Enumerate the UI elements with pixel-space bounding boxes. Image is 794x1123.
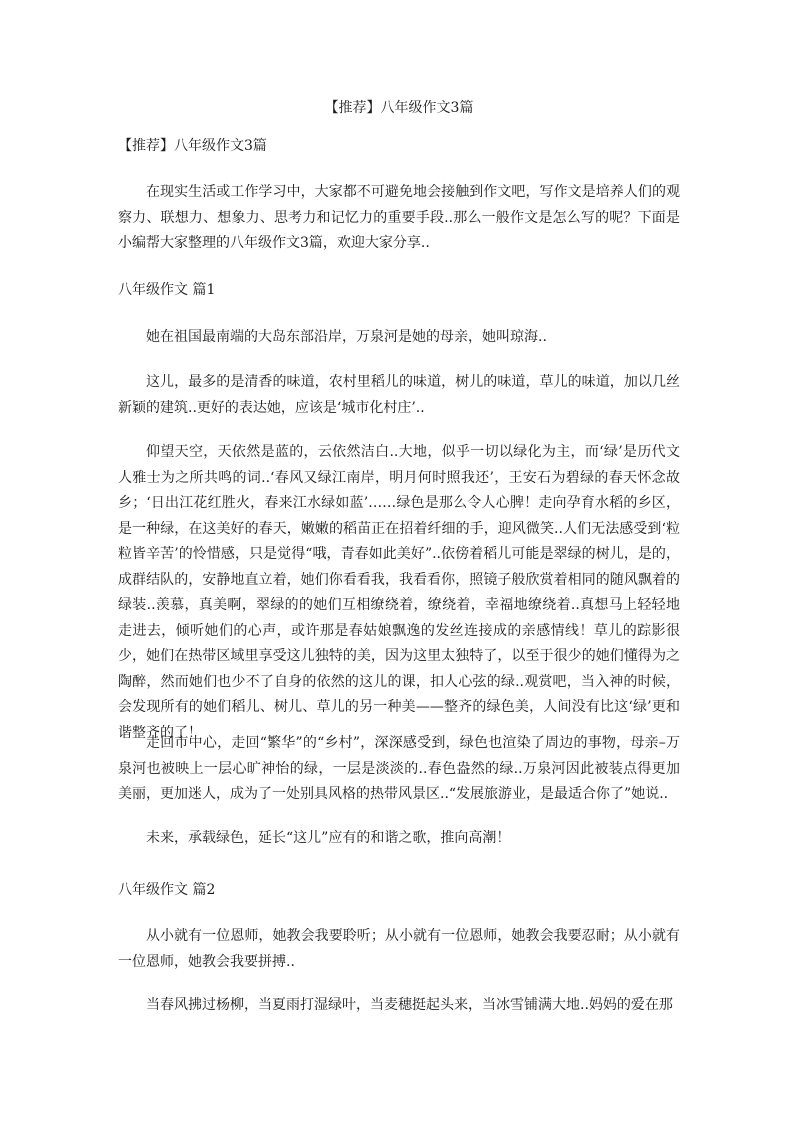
essay1-paragraph-2: 这儿，最多的是清香的味道，农村里稻儿的味道，树儿的味道，草儿的味道，加以几丝新颖的建筑..更好的表达她，应该是‘城市化村庄’.. (118, 374, 680, 416)
essay1-heading: 八年级作文 篇1 (118, 282, 216, 298)
essay2-heading: 八年级作文 篇2 (118, 882, 216, 898)
document-subtitle: 【推荐】八年级作文3篇 (118, 138, 267, 154)
document-title: 【推荐】八年级作文3篇 (324, 100, 474, 116)
essay1-paragraph-4: 走回市中心，走回“繁华”的“乡村”，深深感受到，绿色也渲染了周边的事物，母亲–万泉河也被映上一层心旷神怡的绿，一层是淡淡的..春色盎然的绿..万泉河因此被装点得更加美丽，更加迷人，成为了一处别具风格的热带风景区..“发展旅游业，是最适合你了”她说.. (118, 735, 680, 802)
essay2-paragraph-2: 当春风拂过杨柳，当夏雨打湿绿叶，当麦穗挺起头来，当冰雪铺满大地..妈妈的爱在那 (146, 997, 673, 1013)
essay1-paragraph-3: 仰望天空，天依然是蓝的，云依然洁白..大地，似乎一切以绿化为主，而‘绿’是历代文人雅士为之所共鸣的词..‘春风又绿江南岸，明月何时照我还’，王安石为碧绿的春天怀念故乡；‘日出江花红胜火，春来江水绿如蓝’……绿色是那么令人心脾！走向孕育水稻的乡区，是一种绿，在这美好的春天，嫩嫩的稻苗正在招着纤细的手，迎风微笑..人们无法感受到‘粒粒皆辛苦’的怜惜感，只是觉得“哦，青春如此美好”..依傍着稻儿可能是翠绿的树儿，是的，成群结队的，安静地直立着，她们你看看我，我看看你，照镜子般欣赏着相同的随风飘着的绿装..羡慕，真美啊，翠绿的的她们互相缭绕着，缭绕着，幸福地缭绕着..真想马上轻轻地走进去，倾听她们的心声，或许那是春姑娘飘逸的发丝连接成的亲感情线！草儿的踪影很少，她们在热带区域里享受这儿独特的美，因为这里太独特了，以至于很少的她们懂得为之陶醉，然而她们也少不了自身的依然的这儿的课，扣人心弦的绿..观赏吧，当入神的时候，会发现所有的她们稻儿、树儿、草儿的另一种美——整齐的绿色美，人间没有比这‘绿’更和谐整齐的了！ (118, 444, 680, 741)
essay2-paragraph-1: 从小就有一位恩师，她教会我要聆听；从小就有一位恩师，她教会我要忍耐；从小就有一位恩师，她教会我要拼搏.. (118, 928, 680, 970)
essay1-paragraph-5: 未来，承载绿色，延长“这儿”应有的和谐之歌，推向高潮！ (146, 830, 511, 846)
intro-paragraph: 在现实生活或工作学习中，大家都不可避免地会接触到作文吧，写作文是培养人们的观察力、联想力、想象力、思考力和记忆力的重要手段..那么一般作文是怎么写的呢？下面是小编帮大家整理的八年级作文3篇，欢迎大家分享.. (118, 184, 680, 251)
essay1-paragraph-1: 她在祖国最南端的大岛东部沿岸，万泉河是她的母亲，她叫琼海.. (146, 329, 547, 345)
